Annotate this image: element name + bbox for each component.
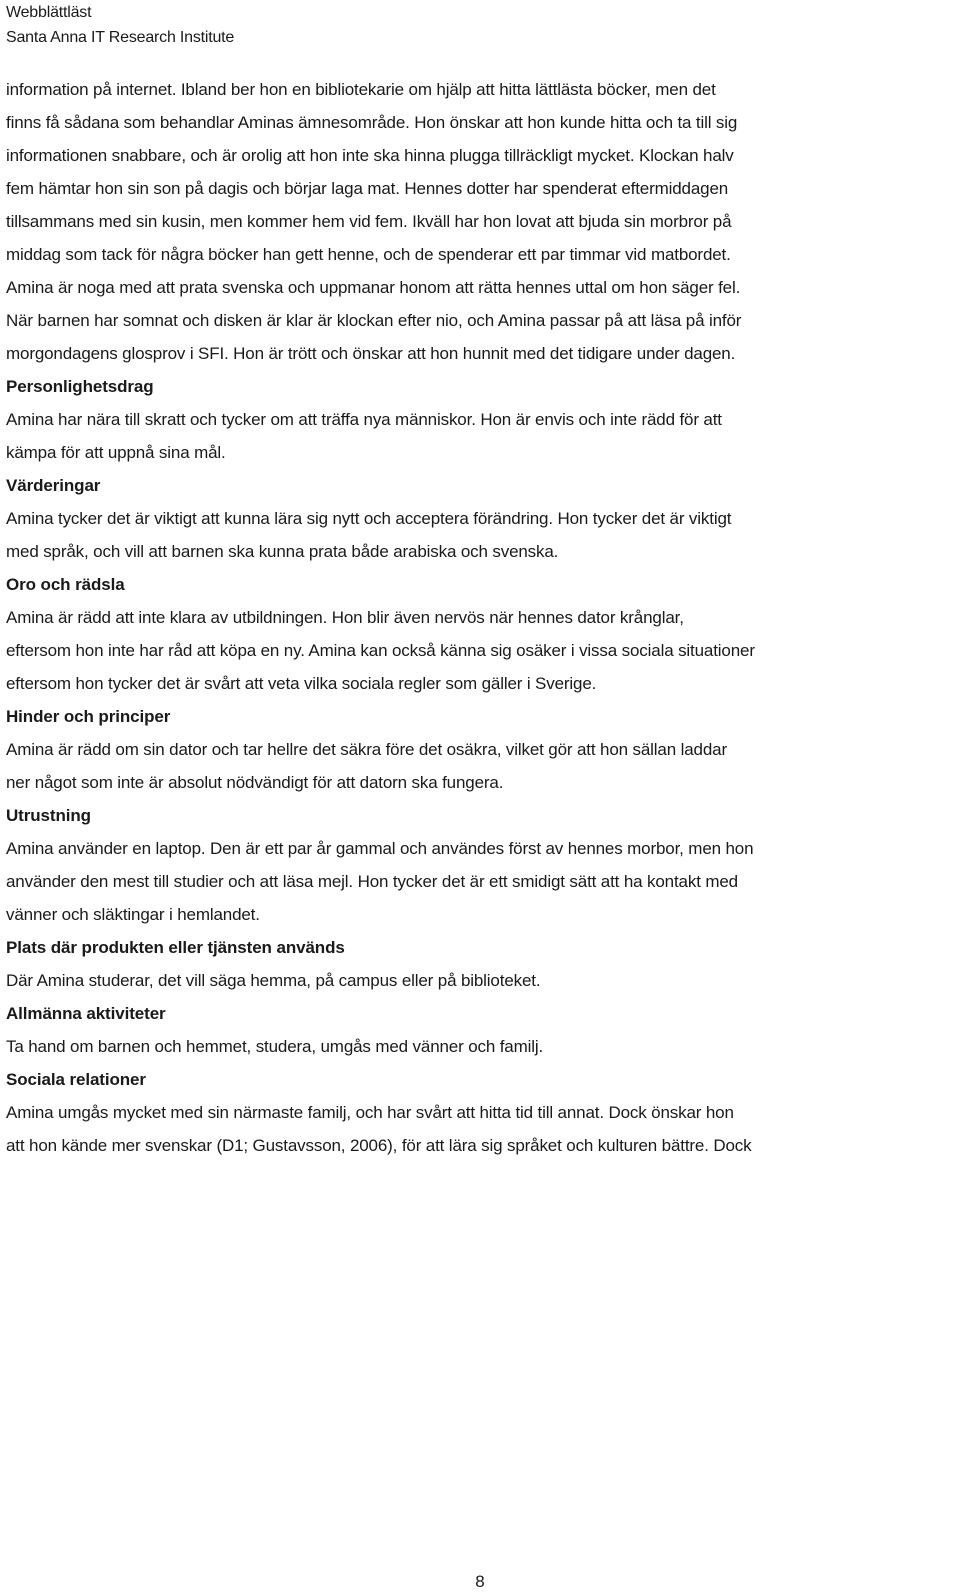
text-line: Ta hand om barnen och hemmet, studera, umgås med vänner och familj.	[6, 1037, 544, 1056]
text-line: morgondagens glosprov i SFI. Hon är trött och önskar att hon hunnit med det tidigare under dagen.	[6, 344, 736, 363]
section-heading: Allmänna aktiviteter	[6, 1004, 166, 1023]
text-line: När barnen har somnat och disken är klar är klockan efter nio, och Amina passar på att läsa på inför	[6, 311, 742, 330]
text-line: vänner och släktingar i hemlandet.	[6, 905, 260, 924]
text-line: fem hämtar hon sin son på dagis och börjar laga mat. Hennes dotter har spenderat eftermiddagen	[6, 179, 729, 198]
document-title: Webblättläst	[6, 4, 92, 21]
text-line: finns få sådana som behandlar Aminas ämnesområde. Hon önskar att hon kunde hitta och ta till sig	[6, 113, 738, 132]
section-paragraph	[6, 403, 946, 469]
intro-paragraph	[6, 73, 946, 370]
institute-name: Santa Anna IT Research Institute	[6, 29, 235, 46]
text-line: informationen snabbare, och är orolig att hon inte ska hinna plugga tillräckligt mycket. Klockan halv	[6, 146, 734, 165]
text-line: använder den mest till studier och att läsa mejl. Hon tycker det är ett smidigt sätt att ha kontakt med	[6, 872, 738, 891]
section-paragraph	[6, 733, 946, 799]
section-paragraph	[6, 964, 946, 997]
section-heading: Personlighetsdrag	[6, 377, 154, 396]
text-line: ner något som inte är absolut nödvändigt för att datorn ska fungera.	[6, 773, 504, 792]
text-line: att hon kände mer svenskar (D1; Gustavsson, 2006), för att lära sig språket och kulturen bättre. Dock	[6, 1136, 752, 1155]
section-heading: Utrustning	[6, 806, 91, 825]
section-sociala-relationer	[6, 1063, 946, 1162]
text-line: middag som tack för några böcker han gett henne, och de spenderar ett par timmar vid matbordet.	[6, 245, 731, 264]
section-heading: Sociala relationer	[6, 1070, 146, 1089]
section-heading: Oro och rädsla	[6, 575, 125, 594]
text-line: kämpa för att uppnå sina mål.	[6, 443, 226, 462]
section-hinder-och-principer	[6, 700, 946, 799]
text-line: Amina umgås mycket med sin närmaste familj, och har svårt att hitta tid till annat. Dock önskar hon	[6, 1103, 734, 1122]
section-personlighetsdrag	[6, 370, 946, 469]
document-body	[6, 73, 946, 1162]
page-number: 8	[475, 1572, 485, 1591]
section-plats-där-produkten-eller-tjänsten-används	[6, 931, 946, 997]
section-allmänna-aktiviteter	[6, 997, 946, 1063]
section-heading: Hinder och principer	[6, 707, 171, 726]
text-line: Amina tycker det är viktigt att kunna lära sig nytt och acceptera förändring. Hon tycker det är viktigt	[6, 509, 732, 528]
text-line: Amina är rädd om sin dator och tar hellre det säkra före det osäkra, vilket gör att hon sällan laddar	[6, 740, 727, 759]
text-line: Amina är noga med att prata svenska och uppmanar honom att rätta hennes uttal om hon säger fel.	[6, 278, 741, 297]
section-oro-och-rädsla	[6, 568, 946, 700]
text-line: med språk, och vill att barnen ska kunna prata både arabiska och svenska.	[6, 542, 559, 561]
text-line: information på internet. Ibland ber hon en bibliotekarie om hjälp att hitta lättlästa böcker, men det	[6, 80, 716, 99]
section-heading: Värderingar	[6, 476, 101, 495]
page-header	[6, 0, 946, 50]
section-paragraph	[6, 1030, 946, 1063]
text-line: Amina använder en laptop. Den är ett par år gammal och användes först av hennes morbor, men hon	[6, 839, 754, 858]
text-line: tillsammans med sin kusin, men kommer hem vid fem. Ikväll har hon lovat att bjuda sin morbror på	[6, 212, 732, 231]
section-paragraph	[6, 601, 946, 700]
section-paragraph	[6, 502, 946, 568]
text-line: eftersom hon inte har råd att köpa en ny. Amina kan också känna sig osäker i vissa sociala situationer	[6, 641, 755, 660]
sections-container	[6, 370, 946, 1162]
section-värderingar	[6, 469, 946, 568]
text-line: Amina är rädd att inte klara av utbildningen. Hon blir även nervös när hennes dator krånglar,	[6, 608, 684, 627]
section-paragraph	[6, 832, 946, 931]
text-line: Där Amina studerar, det vill säga hemma, på campus eller på biblioteket.	[6, 971, 541, 990]
section-paragraph	[6, 1096, 946, 1162]
text-line: Amina har nära till skratt och tycker om att träffa nya människor. Hon är envis och inte rädd för att	[6, 410, 722, 429]
section-heading: Plats där produkten eller tjänsten används	[6, 938, 345, 957]
section-utrustning	[6, 799, 946, 931]
text-line: eftersom hon tycker det är svårt att veta vilka sociala regler som gäller i Sverige.	[6, 674, 597, 693]
